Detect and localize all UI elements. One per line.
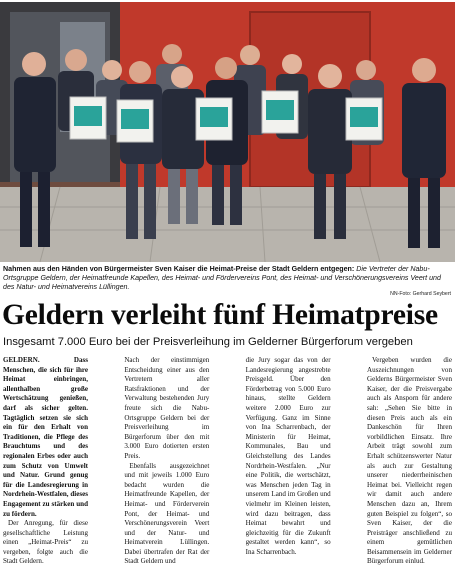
column-1	[3, 356, 88, 566]
paragraph: Der Anregung, für diese gesellschaftliche Leistung einen „Heimat-Preis“ zu vergeben, folgte auch die Stadt Geldern.	[3, 519, 88, 566]
column-3	[245, 356, 331, 556]
photo-caption	[3, 265, 452, 293]
photo-credit: NN-Foto: Gerhard Seybert	[390, 291, 451, 297]
caption-lead: Nahmen aus den Händen von Bürgermeister Sven Kaiser die Heimat-Preise der Stadt Geldern entgegen:	[3, 265, 355, 273]
paragraph: die Jury sogar das von der Landesregierung angestrebte Preisgeld. Über den Förderbetrag von 5.000 Euro hinaus, stellte Geldern weitere 2.000 Euro zur Verfügung. Ganz im Sinne von Ina Scharrenbach, der Ministerin für Heimat, Kommunales, Bau und Gleichstellung des Landes Nordrhein-Westfalen. „Nur eine Politik, die wertschätzt, was Menschen jeden Tag in unserem Land im Großen und vielmehr im Kleinen leisten, wird dazu beitragen, dass Heimat bewahrt und gleichzeitig für die Zukunft gestaltet werden kann“, so Ina Scharrenbach.	[245, 356, 331, 556]
article-body	[3, 356, 452, 566]
column-2	[124, 356, 210, 566]
group-photo	[0, 2, 455, 262]
article-headline: Geldern verleiht fünf Heimatpreise	[2, 299, 438, 331]
paragraph: Nach der einstimmigen Entscheidung einer aus den Vertretern aller Ratsfraktionen und der Verwaltung bestehenden Jury freute sich die Nabu-Ortsgruppe Geldern bei der Preisverleihung im Bürgerforum über den mit 3.000 Euro dotierten ersten Preis.	[124, 356, 210, 460]
group-photo-illustration	[0, 2, 455, 262]
paragraph: Ebenfalls ausgezeichnet und mit jeweils 1.000 Euro bedacht wurden die Heimatfreunde Kapellen, der Heimat- und Förderverein Pont, der Heimat- und Verschönerungsverein Veert und der Natur- und Heimatverein Lüllingen. Dabei übertrafen der Rat der Stadt Geldern und	[124, 461, 210, 566]
caption-body: Die Vertreter der Nabu-Ortsgruppe Geldern, der Heimatfreunde Kapellen, des Heimat- und Fördervereins Pont, des Heimat- und Verschönerungsvereins Veert und des Natur- und Heimatvereins Lüllingen.	[3, 265, 441, 292]
paragraph: Vergeben wurden die Auszeichnungen von Gelderns Bürgermeister Sven Kaiser, der die Preisvergabe auch als Ansporn für andere sah: „Sehen Sie bitte in diesen Preis auch als ein Dankeschön für Ihren vorbildlichen Einsatz. Ihre Arbeit trägt sowohl zum Erhalt schützenswerter Natur als auch zur Gestaltung unserer niederrheinischen Heimat bei. Vielleicht regen wir damit auch andere Menschen dazu an, Ihrem guten Beispiel zu folgen“, so Sven Kaiser, der die Preisträger anschließend zu einem gemütlichen Beisammensein im Gelderner Bürgerforum einlud.	[366, 356, 452, 566]
column-4	[366, 356, 452, 566]
article-subheadline: Insgesamt 7.000 Euro bei der Preisverleihung im Gelderner Bürgerforum vergeben	[3, 336, 413, 348]
article-intro: GELDERN. Dass Menschen, die sich für ihre Heimat einbringen, allenthalben große Wertschätzung genießen, darf als sicher gelten. Tagtäglich setzen sie sich ein für den Erhalt von Traditionen, die Pflege des Brauchtums und des regionalen Erbes oder auch zum Schutz von Umwelt und Natur. Grund genug für die Landesregierung in Nordrhein-Westfalen, dieses Engagement zu stärken und zu fördern.	[3, 356, 88, 518]
